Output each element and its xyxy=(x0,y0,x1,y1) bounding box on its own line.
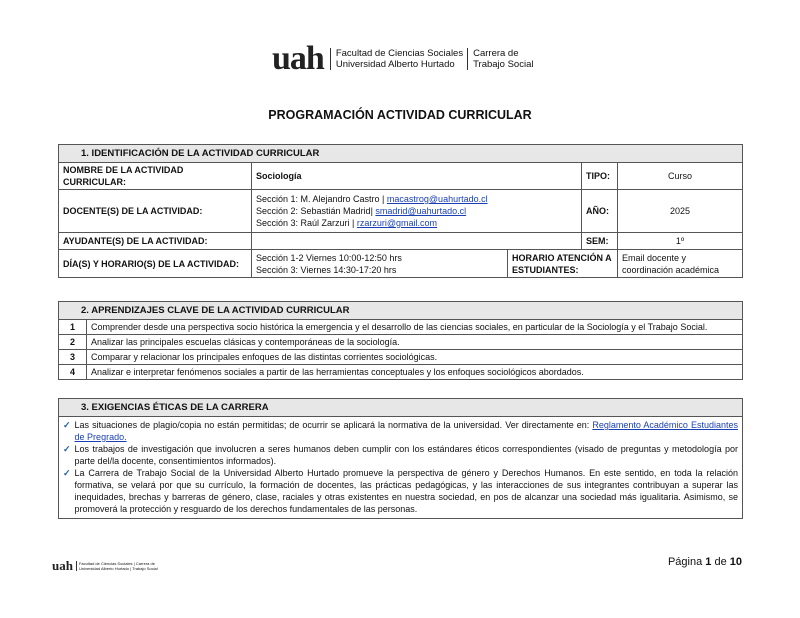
email-link[interactable]: rzarzuri@gmail.com xyxy=(356,218,438,228)
docente-label: DOCENTE(S) DE LA ACTIVIDAD: xyxy=(59,190,252,233)
header-logo xyxy=(272,42,533,76)
tipo-label: TIPO: xyxy=(582,163,618,190)
footer-logo: uah Facultad de Ciencias Sociales | Carrera de Universidad Alberto Hurtado | Trabajo Social xyxy=(52,558,158,573)
item-number: 2 xyxy=(59,335,87,350)
checkmark-icon: ✓ xyxy=(63,420,71,430)
anio-label: AÑO: xyxy=(582,190,618,233)
learning-item: Comparar y relacionar los principales enfoques de las distintas corrientes sociológicas. xyxy=(87,350,743,365)
reglamento-link[interactable]: Reglamento Académico Estudiantes de Pregrado. xyxy=(74,420,738,442)
docente-row: Sección 2: Sebastián Madrid| smadrid@uahurtado.cl xyxy=(256,206,467,216)
logo-faculty: Facultad de Ciencias Sociales Universidad Alberto Hurtado xyxy=(330,48,463,70)
ayudante-value xyxy=(252,233,582,250)
document-title: PROGRAMACIÓN ACTIVIDAD CURRICULAR xyxy=(268,108,532,122)
learning-item: Analizar las principales escuelas clásicas y contemporáneas de la sociología. xyxy=(87,335,743,350)
ayudante-label: AYUDANTE(S) DE LA ACTIVIDAD: xyxy=(59,233,252,250)
learning-item: Comprender desde una perspectiva socio histórica la emergencia y el desarrollo de las ciencias sociales, en particular de la Sociología y el Trabajo Social. xyxy=(87,320,743,335)
email-link[interactable]: smadrid@uahurtado.cl xyxy=(375,206,467,216)
identification-table xyxy=(58,144,743,278)
ethics-list xyxy=(59,417,743,519)
section2-heading: 2. APRENDIZAJES CLAVE DE LA ACTIVIDAD CURRICULAR xyxy=(59,302,743,320)
logo-career: Carrera de Trabajo Social xyxy=(467,48,533,70)
ethics-item: ✓ Los trabajos de investigación que involucren a seres humanos deben cumplir con los estándares éticos correspondientes (visado de preguntas y metodología por parte del/la docente, consentimientos informados). xyxy=(63,444,738,466)
item-number: 4 xyxy=(59,365,87,380)
horario-value: Email docente y coordinación académica xyxy=(618,250,743,278)
tipo-value: Curso xyxy=(618,163,743,190)
checkmark-icon: ✓ xyxy=(63,468,71,478)
page-number: Página 1 de 10 xyxy=(667,556,742,568)
ethics-table xyxy=(58,398,743,519)
sem-label: SEM: xyxy=(582,233,618,250)
dias-label: DÍA(S) Y HORARIO(S) DE LA ACTIVIDAD: xyxy=(59,250,252,278)
docente-row: Sección 3: Raúl Zarzuri | rzarzuri@gmail.com xyxy=(256,218,438,228)
learning-item: Analizar e interpretar fenómenos sociales a partir de las herramientas conceptuales y los enfoques sociológicos abordados. xyxy=(87,365,743,380)
item-number: 3 xyxy=(59,350,87,365)
item-number: 1 xyxy=(59,320,87,335)
dias-value: Sección 1-2 Viernes 10:00-12:50 hrs Sección 3: Viernes 14:30-17:20 hrs xyxy=(252,250,508,278)
section1-heading: 1. IDENTIFICACIÓN DE LA ACTIVIDAD CURRICULAR xyxy=(59,145,743,163)
nombre-value: Sociología xyxy=(252,163,582,190)
footer-logo-mark: uah xyxy=(52,558,73,573)
horario-label: HORARIO ATENCIÓN A ESTUDIANTES: xyxy=(508,250,618,278)
docente-row: Sección 1: M. Alejandro Castro | macastrog@uahurtado.cl xyxy=(256,194,488,204)
ethics-item: ✓ Las situaciones de plagio/copia no están permitidas; de ocurrir se aplicará la normativa de la universidad. Ver directamente en: Reglamento Académico Estudiantes de Pregrado. xyxy=(63,420,738,442)
nombre-label: NOMBRE DE LA ACTIVIDAD CURRICULAR: xyxy=(59,163,252,190)
anio-value: 2025 xyxy=(618,190,743,233)
learnings-table xyxy=(58,301,743,380)
logo-mark: uah xyxy=(272,40,324,77)
sem-value: 1º xyxy=(618,233,743,250)
docentes-list xyxy=(252,190,582,233)
email-link[interactable]: macastrog@uahurtado.cl xyxy=(386,194,488,204)
section3-heading: 3. EXIGENCIAS ÉTICAS DE LA CARRERA xyxy=(59,399,743,417)
checkmark-icon: ✓ xyxy=(63,444,71,454)
ethics-item: ✓ La Carrera de Trabajo Social de la Universidad Alberto Hurtado promueve la perspectiva de género y Derechos Humanos. En este sentido, en toda la relación formativa, se velará por que su currículo, la formación de docentes, las prácticas pedagógicas, y las interacciones de sus integrantes contribuyan a superar las inequidades, brechas y barreras de género, clase, raciales y otras existentes en nuestra sociedad, en pos de alcanzar una sociedad más igualitaria. Asimismo, se promoverá la protección y resguardo de los derechos fundamentales de las personas. xyxy=(63,468,738,514)
